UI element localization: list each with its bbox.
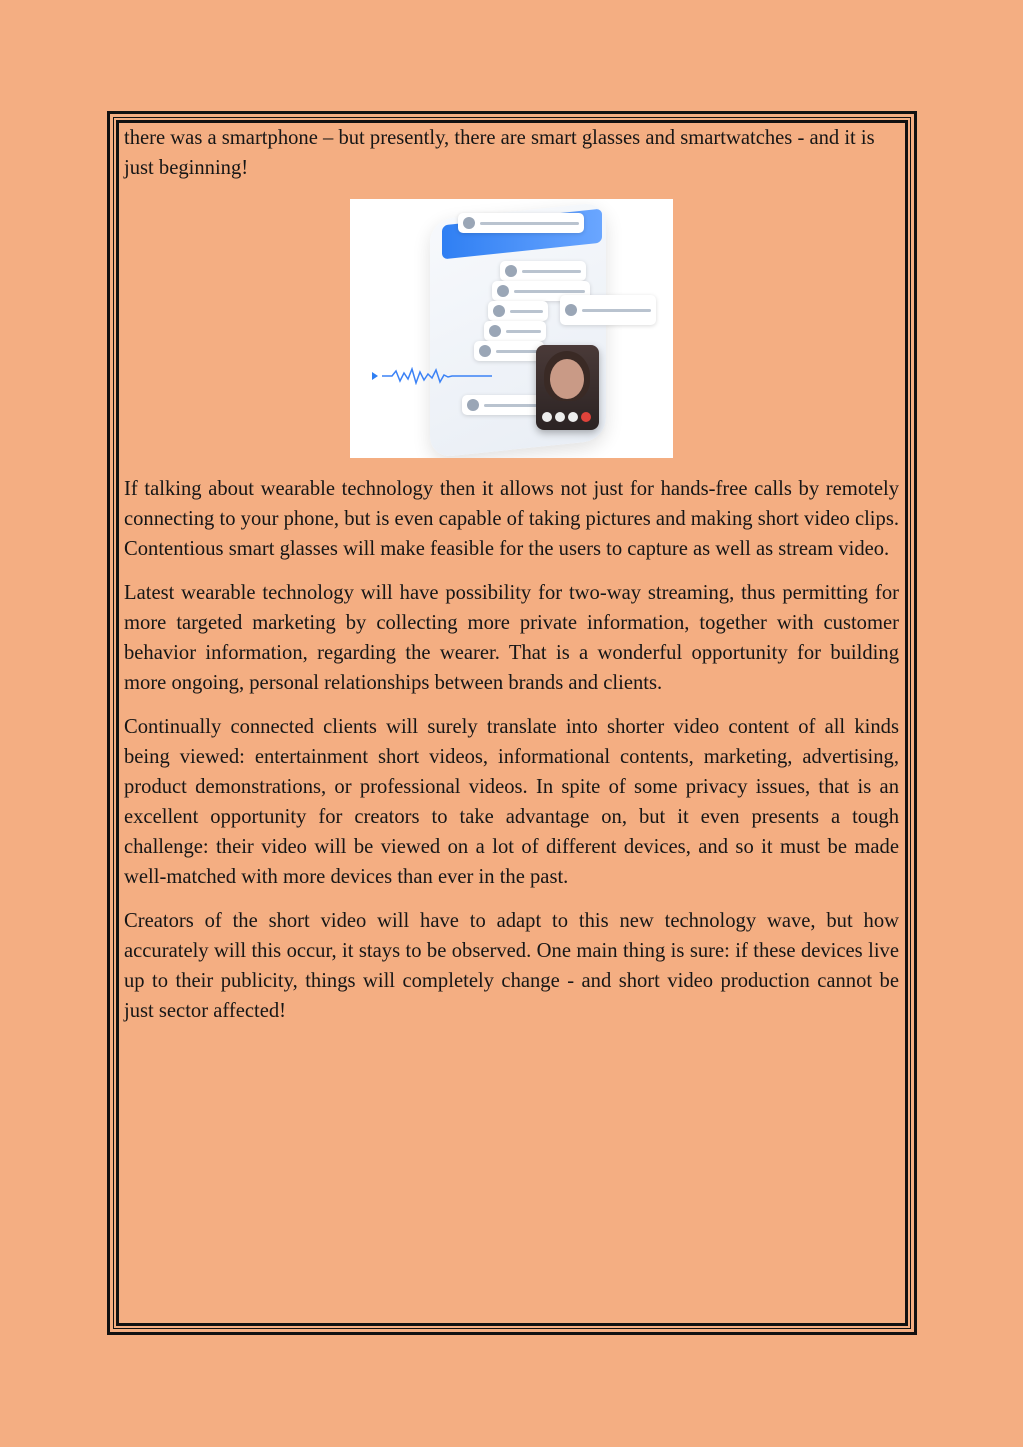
intro-paragraph: there was a smartphone – but presently, there are smart glasses and smartwatches - and it is just beginning!	[124, 127, 875, 179]
avatar-icon	[505, 265, 517, 277]
chat-list-item	[488, 301, 548, 321]
more-icon	[568, 412, 578, 422]
avatar-icon	[467, 399, 479, 411]
mic-icon	[542, 412, 552, 422]
avatar-icon	[565, 304, 577, 316]
chat-list-item	[474, 341, 544, 361]
avatar-icon	[489, 325, 501, 337]
chat-list-item	[484, 321, 546, 341]
audio-waveform-icon	[372, 367, 492, 385]
call-controls	[542, 412, 591, 422]
avatar-icon	[493, 305, 505, 317]
caller-face	[550, 359, 584, 399]
message-bubble	[560, 295, 656, 325]
paragraph-creators-adapt: Creators of the short video will have to adapt to this new technology wave, but how accurately will this occur, it stays to be observed. One main thing is sure: if these devices live up to their publicity, things will completely change - and short video production cannot be just sector affected!	[124, 910, 899, 1022]
end-call-icon	[581, 412, 591, 422]
messaging-app-illustration	[350, 199, 673, 458]
document-body	[124, 123, 899, 1040]
paragraph-wearable-calls: If talking about wearable technology then it allows not just for hands-free calls by remotely connecting to your phone, but is even capable of taking pictures and making short video clips. Contentious smart glasses will make feasible for the users to capture as well as stream video.	[124, 478, 899, 560]
chat-list-item	[500, 261, 586, 281]
camera-icon	[555, 412, 565, 422]
paragraph-two-way-streaming: Latest wearable technology will have possibility for two-way streaming, thus permitting for more targeted marketing by collecting more private information, together with customer behavior information, regarding the wearer. That is a wonderful opportunity for building more ongoing, personal relationships between brands and clients.	[124, 582, 899, 694]
avatar-icon	[479, 345, 491, 357]
avatar-icon	[463, 217, 475, 229]
video-call-card	[536, 345, 599, 430]
avatar-icon	[497, 285, 509, 297]
paragraph-connected-clients: Continually connected clients will surely translate into shorter video content of all kinds being viewed: entertainment short videos, informational contents, marketing, advertising, product demonstrations, or professional videos. In spite of some privacy issues, that is an excellent opportunity for creators to take advantage on, but it even presents a tough challenge: their video will be viewed on a lot of different devices, and so it must be made well-matched with more devices than ever in the past.	[124, 716, 899, 888]
chat-list-item	[462, 395, 542, 415]
chat-notification	[458, 213, 584, 233]
